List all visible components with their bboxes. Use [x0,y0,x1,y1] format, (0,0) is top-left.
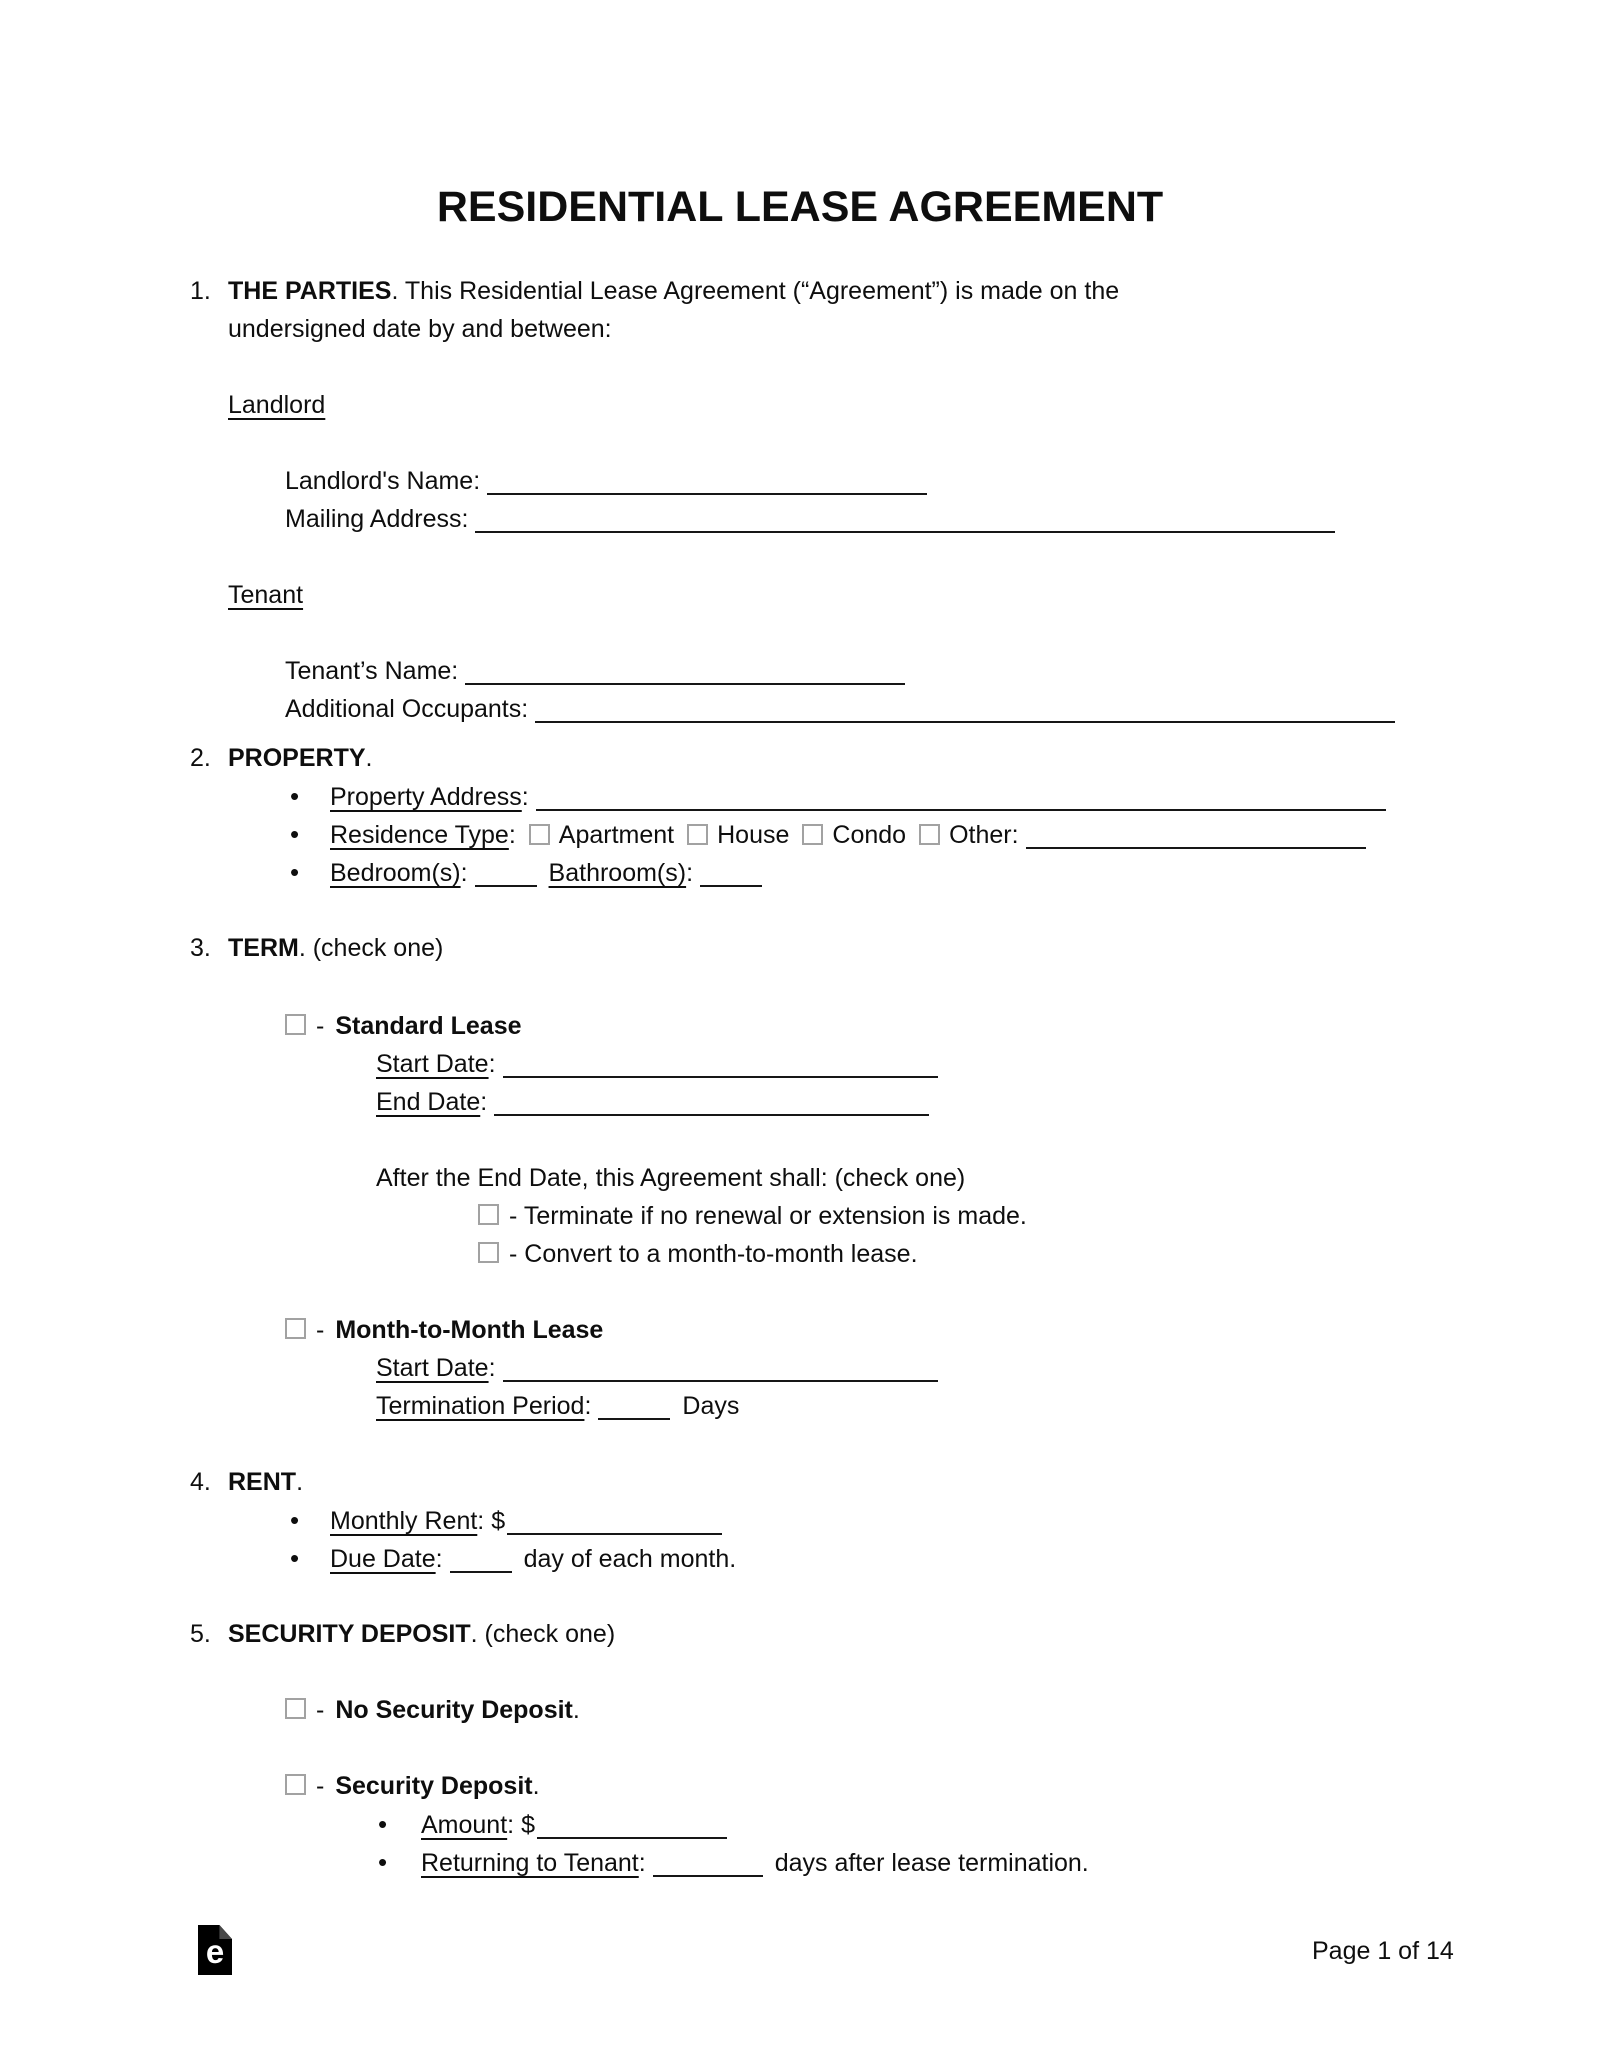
property-address-colon: : [521,783,529,811]
property-address-line [290,777,1386,816]
renewal-prompt-text: After the End Date, this Agreement shall: (check one) [376,1164,966,1192]
no-deposit-dash: - [316,1696,325,1724]
occupants-blank[interactable] [535,709,1395,723]
bullet-icon: • [290,781,300,811]
parties-heading: THE PARTIES [228,277,392,305]
renewal-prompt-line [376,1159,965,1197]
renewal-convert-line [478,1235,918,1273]
other-residence-blank[interactable] [1026,835,1366,849]
term-heading-line [190,929,443,967]
parties-heading-line [190,272,1119,310]
start-date-colon: : [488,1050,496,1078]
due-date-colon: : [435,1545,443,1573]
bedroom-count-blank[interactable] [475,873,537,887]
rent-heading-line [190,1463,303,1501]
deposit-number: 5. [190,1620,211,1648]
residence-type-label: Residence Type [330,821,509,849]
standard-lease-dash: - [316,1012,325,1040]
option-condo-label: Condo [832,821,907,849]
document-title: RESIDENTIAL LEASE AGREEMENT [436,183,1164,231]
termination-period-blank[interactable] [598,1406,670,1420]
amount-prefix: : $ [507,1811,535,1839]
landlord-heading-line [228,386,325,424]
parties-number: 1. [190,277,211,305]
property-heading-line [190,739,372,777]
returning-days-blank[interactable] [653,1863,763,1877]
monthly-rent-line [290,1501,722,1540]
mailing-address-blank[interactable] [475,519,1335,533]
bullet-icon: • [378,1847,388,1877]
tenant-heading-line [228,576,303,614]
terminate-checkbox[interactable] [478,1204,499,1225]
tenant-name-blank[interactable] [465,671,905,685]
rent-heading-period: . [296,1468,304,1496]
due-date-blank[interactable] [450,1559,512,1573]
mailing-address-label: Mailing Address: [285,505,469,533]
due-date-line [290,1539,736,1578]
tenant-heading: Tenant [228,581,304,609]
deposit-dash: - [316,1772,325,1800]
standard-lease-label: Standard Lease [335,1012,522,1040]
property-address-blank[interactable] [536,797,1386,811]
standard-end-date-line [376,1083,929,1121]
bullet-icon: • [290,1505,300,1535]
property-heading-period: . [365,744,373,772]
landlord-name-line [285,462,927,500]
deposit-returning-line [378,1843,1089,1882]
parties-intro-text2: undersigned date by and between: [228,315,612,343]
month-to-month-line [285,1311,603,1349]
month-to-month-label: Month-to-Month Lease [335,1316,604,1344]
option-other-label: Other: [949,821,1019,849]
convert-option-text: - Convert to a month-to-month lease. [509,1240,918,1268]
returning-suffix: days after lease termination. [774,1849,1089,1877]
landlord-heading: Landlord [228,391,326,419]
page-indicator: Page 1 of 14 [1312,1937,1454,1965]
mailing-address-line [285,500,1335,538]
residence-type-line [290,815,1366,854]
termination-period-label: Termination Period [376,1392,585,1420]
rent-number: 4. [190,1468,211,1496]
parties-intro-text: . This Residential Lease Agreement (“Agreement”) is made on the [391,277,1120,305]
bullet-icon: • [290,819,300,849]
deposit-heading-suffix: . (check one) [470,1620,616,1648]
bathroom-label: Bathroom(s) [548,859,687,887]
mtm-start-date-line [376,1349,938,1387]
mtm-start-date-label: Start Date [376,1354,489,1382]
landlord-name-label: Landlord's Name: [285,467,481,495]
standard-lease-line [285,1007,522,1045]
deposit-amount-line [378,1805,727,1844]
rent-heading: RENT [228,1468,297,1496]
start-date-label: Start Date [376,1050,489,1078]
bathroom-count-blank[interactable] [700,873,762,887]
mtm-start-date-blank[interactable] [503,1368,938,1382]
eforms-logo-letter: e [205,1933,225,1970]
no-deposit-period: . [572,1696,580,1724]
end-date-label: End Date [376,1088,481,1116]
option-apartment-label: Apartment [558,821,675,849]
bedroom-colon: : [460,859,468,887]
monthly-rent-label: Monthly Rent [330,1507,478,1535]
condo-checkbox[interactable] [802,824,823,845]
term-heading: TERM [228,934,299,962]
monthly-rent-blank[interactable] [507,1521,722,1535]
month-to-month-dash: - [316,1316,325,1344]
convert-checkbox[interactable] [478,1242,499,1263]
terminate-option-text: - Terminate if no renewal or extension is made. [509,1202,1027,1230]
term-heading-suffix: . (check one) [298,934,444,962]
bathroom-colon: : [686,859,694,887]
no-deposit-checkbox[interactable] [285,1698,306,1719]
house-checkbox[interactable] [687,824,708,845]
termination-period-line [376,1387,739,1425]
standard-start-date-line [376,1045,938,1083]
standard-end-date-blank[interactable] [494,1102,929,1116]
due-date-label: Due Date [330,1545,436,1573]
termination-period-suffix: Days [682,1392,740,1420]
property-address-label: Property Address [330,783,522,811]
bedroom-bathroom-line [290,853,762,892]
deposit-heading: SECURITY DEPOSIT [228,1620,471,1648]
eforms-logo [198,1925,232,1975]
deposit-heading-line [190,1615,615,1653]
bullet-icon: • [290,857,300,887]
bullet-icon: • [290,1543,300,1573]
occupants-line [285,690,1395,728]
no-deposit-line [285,1691,580,1729]
bullet-icon: • [378,1809,388,1839]
parties-intro-line2 [228,310,612,348]
standard-lease-checkbox[interactable] [285,1014,306,1035]
standard-start-date-blank[interactable] [503,1064,938,1078]
deposit-period: . [532,1772,540,1800]
landlord-name-blank[interactable] [487,481,927,495]
occupants-label: Additional Occupants: [285,695,529,723]
amount-label: Amount [421,1811,508,1839]
renewal-terminate-line [478,1197,1027,1235]
other-checkbox[interactable] [919,824,940,845]
monthly-rent-prefix: : $ [477,1507,506,1535]
due-date-suffix: day of each month. [523,1545,737,1573]
deposit-checkbox[interactable] [285,1774,306,1795]
property-number: 2. [190,744,211,772]
end-date-colon: : [480,1088,488,1116]
term-number: 3. [190,934,211,962]
amount-blank[interactable] [537,1825,727,1839]
deposit-label: Security Deposit [335,1772,533,1800]
bedroom-label: Bedroom(s) [330,859,461,887]
residence-type-colon: : [508,821,516,849]
tenant-name-label: Tenant’s Name: [285,657,459,685]
mtm-start-date-colon: : [488,1354,496,1382]
returning-colon: : [638,1849,646,1877]
month-to-month-checkbox[interactable] [285,1318,306,1339]
termination-period-colon: : [584,1392,592,1420]
no-deposit-label: No Security Deposit [335,1696,573,1724]
property-heading: PROPERTY [228,744,366,772]
deposit-option-line [285,1767,540,1805]
option-house-label: House [717,821,790,849]
tenant-name-line [285,652,905,690]
returning-label: Returning to Tenant [421,1849,639,1877]
apartment-checkbox[interactable] [529,824,550,845]
